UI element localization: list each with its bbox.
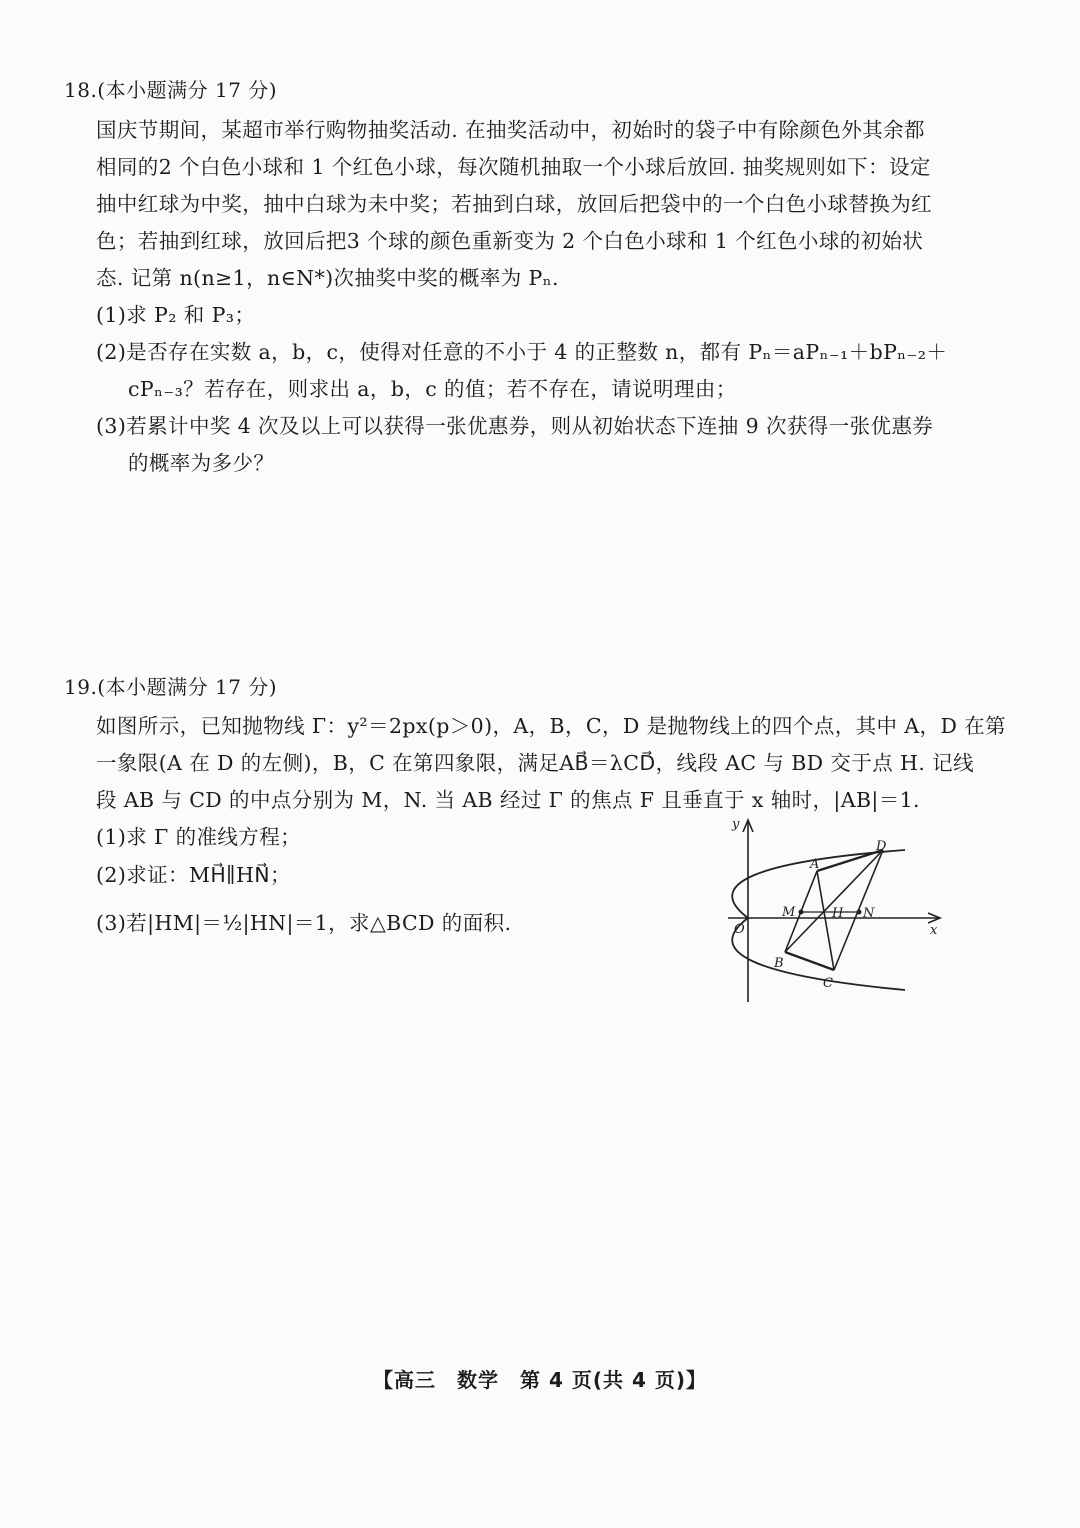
q18-line-2: 相同的2 个白色小球和 1 个红色小球，每次随机抽取一个小球后放回. 抽奖规则如下：设定 xyxy=(96,155,931,179)
q18-line-3: 抽中红球为中奖，抽中白球为未中奖；若抽到白球，放回后把袋中的一个白色小球替换为红 xyxy=(96,192,932,216)
point-M-dot xyxy=(799,910,804,915)
q19-part-3: (3)若|HM|＝½|HN|＝1，求△BCD 的面积. xyxy=(96,911,512,935)
q19-header: 19.(本小题满分 17 分) xyxy=(64,675,278,699)
q19-line-3: 段 AB 与 CD 的中点分别为 M，N. 当 AB 经过 Γ 的焦点 F 且垂直于 x 轴时，|AB|＝1. xyxy=(96,788,920,812)
q18-line-1: 国庆节期间，某超市举行购物抽奖活动. 在抽奖活动中，初始时的袋子中有除颜色外其余都 xyxy=(96,118,925,142)
point-M-label: M xyxy=(782,905,796,920)
point-D-label: D xyxy=(876,839,887,854)
point-C-label: C xyxy=(823,976,833,991)
q19-line-1: 如图所示，已知抛物线 Γ：y²＝2px(p＞0)，A，B，C，D 是抛物线上的四个点，其中 A，D 在第 xyxy=(96,714,1007,738)
q18-part-2b: cPₙ₋₃？若存在，则求出 a，b，c 的值；若不存在，请说明理由； xyxy=(128,377,737,401)
q18-part-3a: (3)若累计中奖 4 次及以上可以获得一张优惠券，则从初始状态下连抽 9 次获得一张优惠券 xyxy=(96,414,934,438)
page-footer: 【高三 数学 第 4 页(共 4 页)】 xyxy=(373,1368,707,1392)
q19-line-2: 一象限(A 在 D 的左侧)，B，C 在第四象限，满足AB⃗＝λCD⃗，线段 AC 与 BD 交于点 H. 记线 xyxy=(96,751,974,775)
parabola-figure xyxy=(720,812,950,1012)
point-A-label: A xyxy=(810,857,820,872)
q18-line-4: 色；若抽到红球，放回后把3 个球的颜色重新变为 2 个白色小球和 1 个红色小球的初始状 xyxy=(96,229,924,253)
q18-part-2a: (2)是否存在实数 a，b，c，使得对任意的不小于 4 的正整数 n，都有 Pₙ＝aPₙ₋₁＋bPₙ₋₂＋ xyxy=(96,340,948,364)
q18-line-5: 态. 记第 n(n≥1，n∈N*)次抽奖中奖的概率为 Pₙ. xyxy=(96,266,559,290)
origin-label: O xyxy=(734,922,745,937)
q19-part-1: (1)求 Γ 的准线方程； xyxy=(96,825,301,849)
axis-y-label: y xyxy=(732,817,740,832)
point-N-label: N xyxy=(863,906,875,921)
point-H-label: H xyxy=(832,906,844,921)
point-B-label: B xyxy=(774,956,784,971)
point-N-dot xyxy=(857,910,862,915)
q18-header: 18.(本小题满分 17 分) xyxy=(64,78,278,102)
q18-part-3b: 的概率为多少？ xyxy=(128,451,275,475)
q19-part-2: (2)求证：MH⃗∥HN⃗； xyxy=(96,863,291,887)
axis-x-label: x xyxy=(930,923,938,938)
q18-part-1: (1)求 P₂ 和 P₃； xyxy=(96,303,256,327)
segment-BC xyxy=(785,952,834,970)
